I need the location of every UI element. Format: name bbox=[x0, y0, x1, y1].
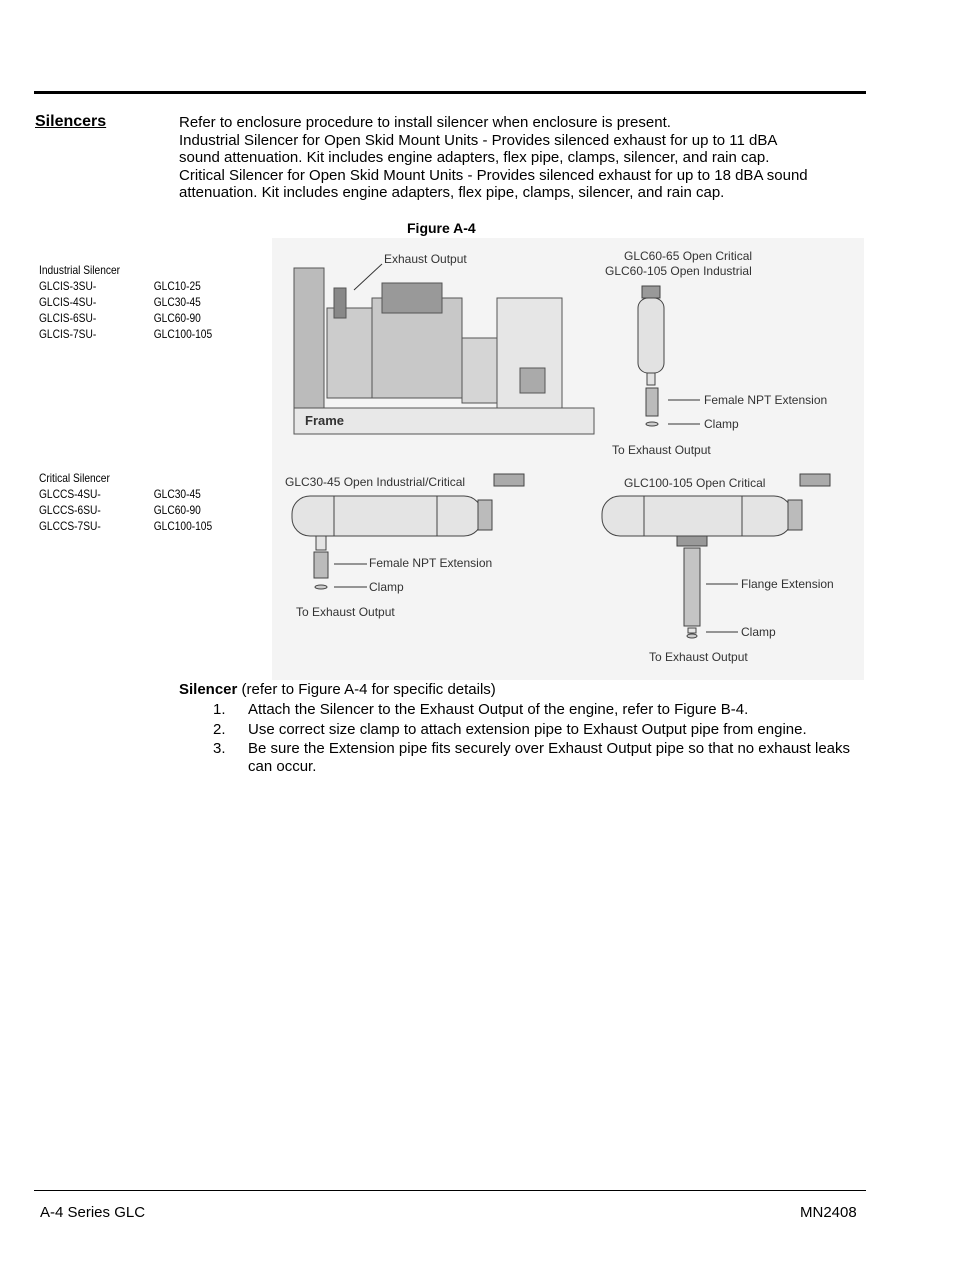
steps-heading bbox=[179, 681, 496, 698]
industrial-silencer-list bbox=[39, 262, 212, 342]
kit-code: GLCIS-6SU- bbox=[39, 311, 97, 325]
figure-svg bbox=[272, 238, 864, 680]
list-item bbox=[39, 278, 212, 294]
intro-line: Industrial Silencer for Open Skid Mount Units - Provides silenced exhaust for up to 11 dBA bbox=[179, 131, 778, 149]
label-to-exhaust-1: To Exhaust Output bbox=[612, 443, 711, 457]
model-code: GLC30-45 bbox=[153, 295, 201, 309]
step-number: 1. bbox=[213, 701, 226, 718]
step-number: 3. bbox=[213, 740, 226, 758]
step-text: Use correct size clamp to attach extension pipe to Exhaust Output pipe from engine. bbox=[248, 720, 807, 738]
label-frame: Frame bbox=[305, 413, 345, 428]
label-clamp-2: Clamp bbox=[369, 580, 404, 594]
label-glc100-105: GLC100-105 Open Critical bbox=[624, 476, 766, 490]
list-item bbox=[39, 486, 212, 502]
model-code: GLC60-90 bbox=[153, 503, 201, 517]
kit-code: GLCIS-3SU- bbox=[39, 279, 97, 293]
intro-line: Critical Silencer for Open Skid Mount Units - Provides silenced exhaust for up to 18 dBA sound bbox=[179, 166, 808, 184]
list-item bbox=[39, 502, 212, 518]
steps-list bbox=[213, 701, 863, 777]
kit-code: GLCCS-4SU- bbox=[39, 487, 101, 501]
footer-right: MN2408 bbox=[800, 1204, 857, 1221]
label-to-exhaust-2: To Exhaust Output bbox=[296, 605, 395, 619]
label-glc30-45: GLC30-45 Open Industrial/Critical bbox=[285, 475, 466, 489]
critical-silencer-list bbox=[39, 470, 212, 534]
model-code: GLC60-90 bbox=[153, 311, 201, 325]
footer-left: A-4 Series GLC bbox=[40, 1204, 146, 1221]
label-exhaust-output: Exhaust Output bbox=[384, 252, 467, 266]
list-item bbox=[213, 721, 863, 739]
step-text: Attach the Silencer to the Exhaust Output of the engine, refer to Figure B-4. bbox=[248, 701, 749, 718]
label-to-exhaust-3: To Exhaust Output bbox=[649, 650, 748, 664]
figure-a4-illustration bbox=[272, 238, 864, 680]
model-code: GLC100-105 bbox=[153, 327, 213, 341]
list-item bbox=[39, 294, 212, 310]
kit-code: GLCCS-6SU- bbox=[39, 503, 101, 517]
list-item bbox=[213, 740, 863, 775]
label-clamp-1: Clamp bbox=[704, 417, 739, 431]
label-clamp-3: Clamp bbox=[741, 625, 776, 639]
steps-heading-rest: (refer to Figure A-4 for specific details) bbox=[237, 681, 496, 698]
kit-code: GLCCS-7SU- bbox=[39, 519, 101, 533]
model-code: GLC30-45 bbox=[153, 487, 201, 501]
kit-code: GLCIS-7SU- bbox=[39, 327, 97, 341]
label-glc60-65: GLC60-65 Open Critical bbox=[624, 249, 753, 263]
critical-title: Critical Silencer bbox=[39, 471, 110, 485]
list-item bbox=[39, 326, 212, 342]
bottom-rule bbox=[34, 1190, 866, 1191]
step-text: Be sure the Extension pipe fits securely over Exhaust Output pipe so that no exhaust leaks can occur. bbox=[248, 740, 851, 775]
intro-line: Refer to enclosure procedure to install silencer when enclosure is present. bbox=[179, 114, 671, 131]
model-code: GLC100-105 bbox=[153, 519, 213, 533]
intro-line: attenuation. Kit includes engine adapters, flex pipe, clamps, silencer, and rain cap. bbox=[179, 184, 725, 202]
top-rule bbox=[34, 91, 866, 94]
label-female-npt-2: Female NPT Extension bbox=[369, 556, 493, 570]
list-item bbox=[213, 701, 863, 719]
industrial-title: Industrial Silencer bbox=[39, 263, 121, 277]
intro-line: sound attenuation. Kit includes engine adapters, flex pipe, clamps, silencer, and rain cap. bbox=[179, 149, 770, 167]
list-item bbox=[39, 310, 212, 326]
step-number: 2. bbox=[213, 720, 226, 738]
section-heading: Silencers bbox=[35, 113, 107, 130]
label-female-npt-1: Female NPT Extension bbox=[704, 393, 828, 407]
steps-heading-bold: Silencer bbox=[179, 681, 238, 698]
kit-code: GLCIS-4SU- bbox=[39, 295, 97, 309]
label-flange-extension: Flange Extension bbox=[741, 577, 834, 591]
model-code: GLC10-25 bbox=[153, 279, 201, 293]
label-glc60-105: GLC60-105 Open Industrial bbox=[605, 264, 752, 278]
figure-title: Figure A-4 bbox=[407, 220, 476, 236]
intro-text bbox=[179, 114, 869, 202]
list-item bbox=[39, 518, 212, 534]
